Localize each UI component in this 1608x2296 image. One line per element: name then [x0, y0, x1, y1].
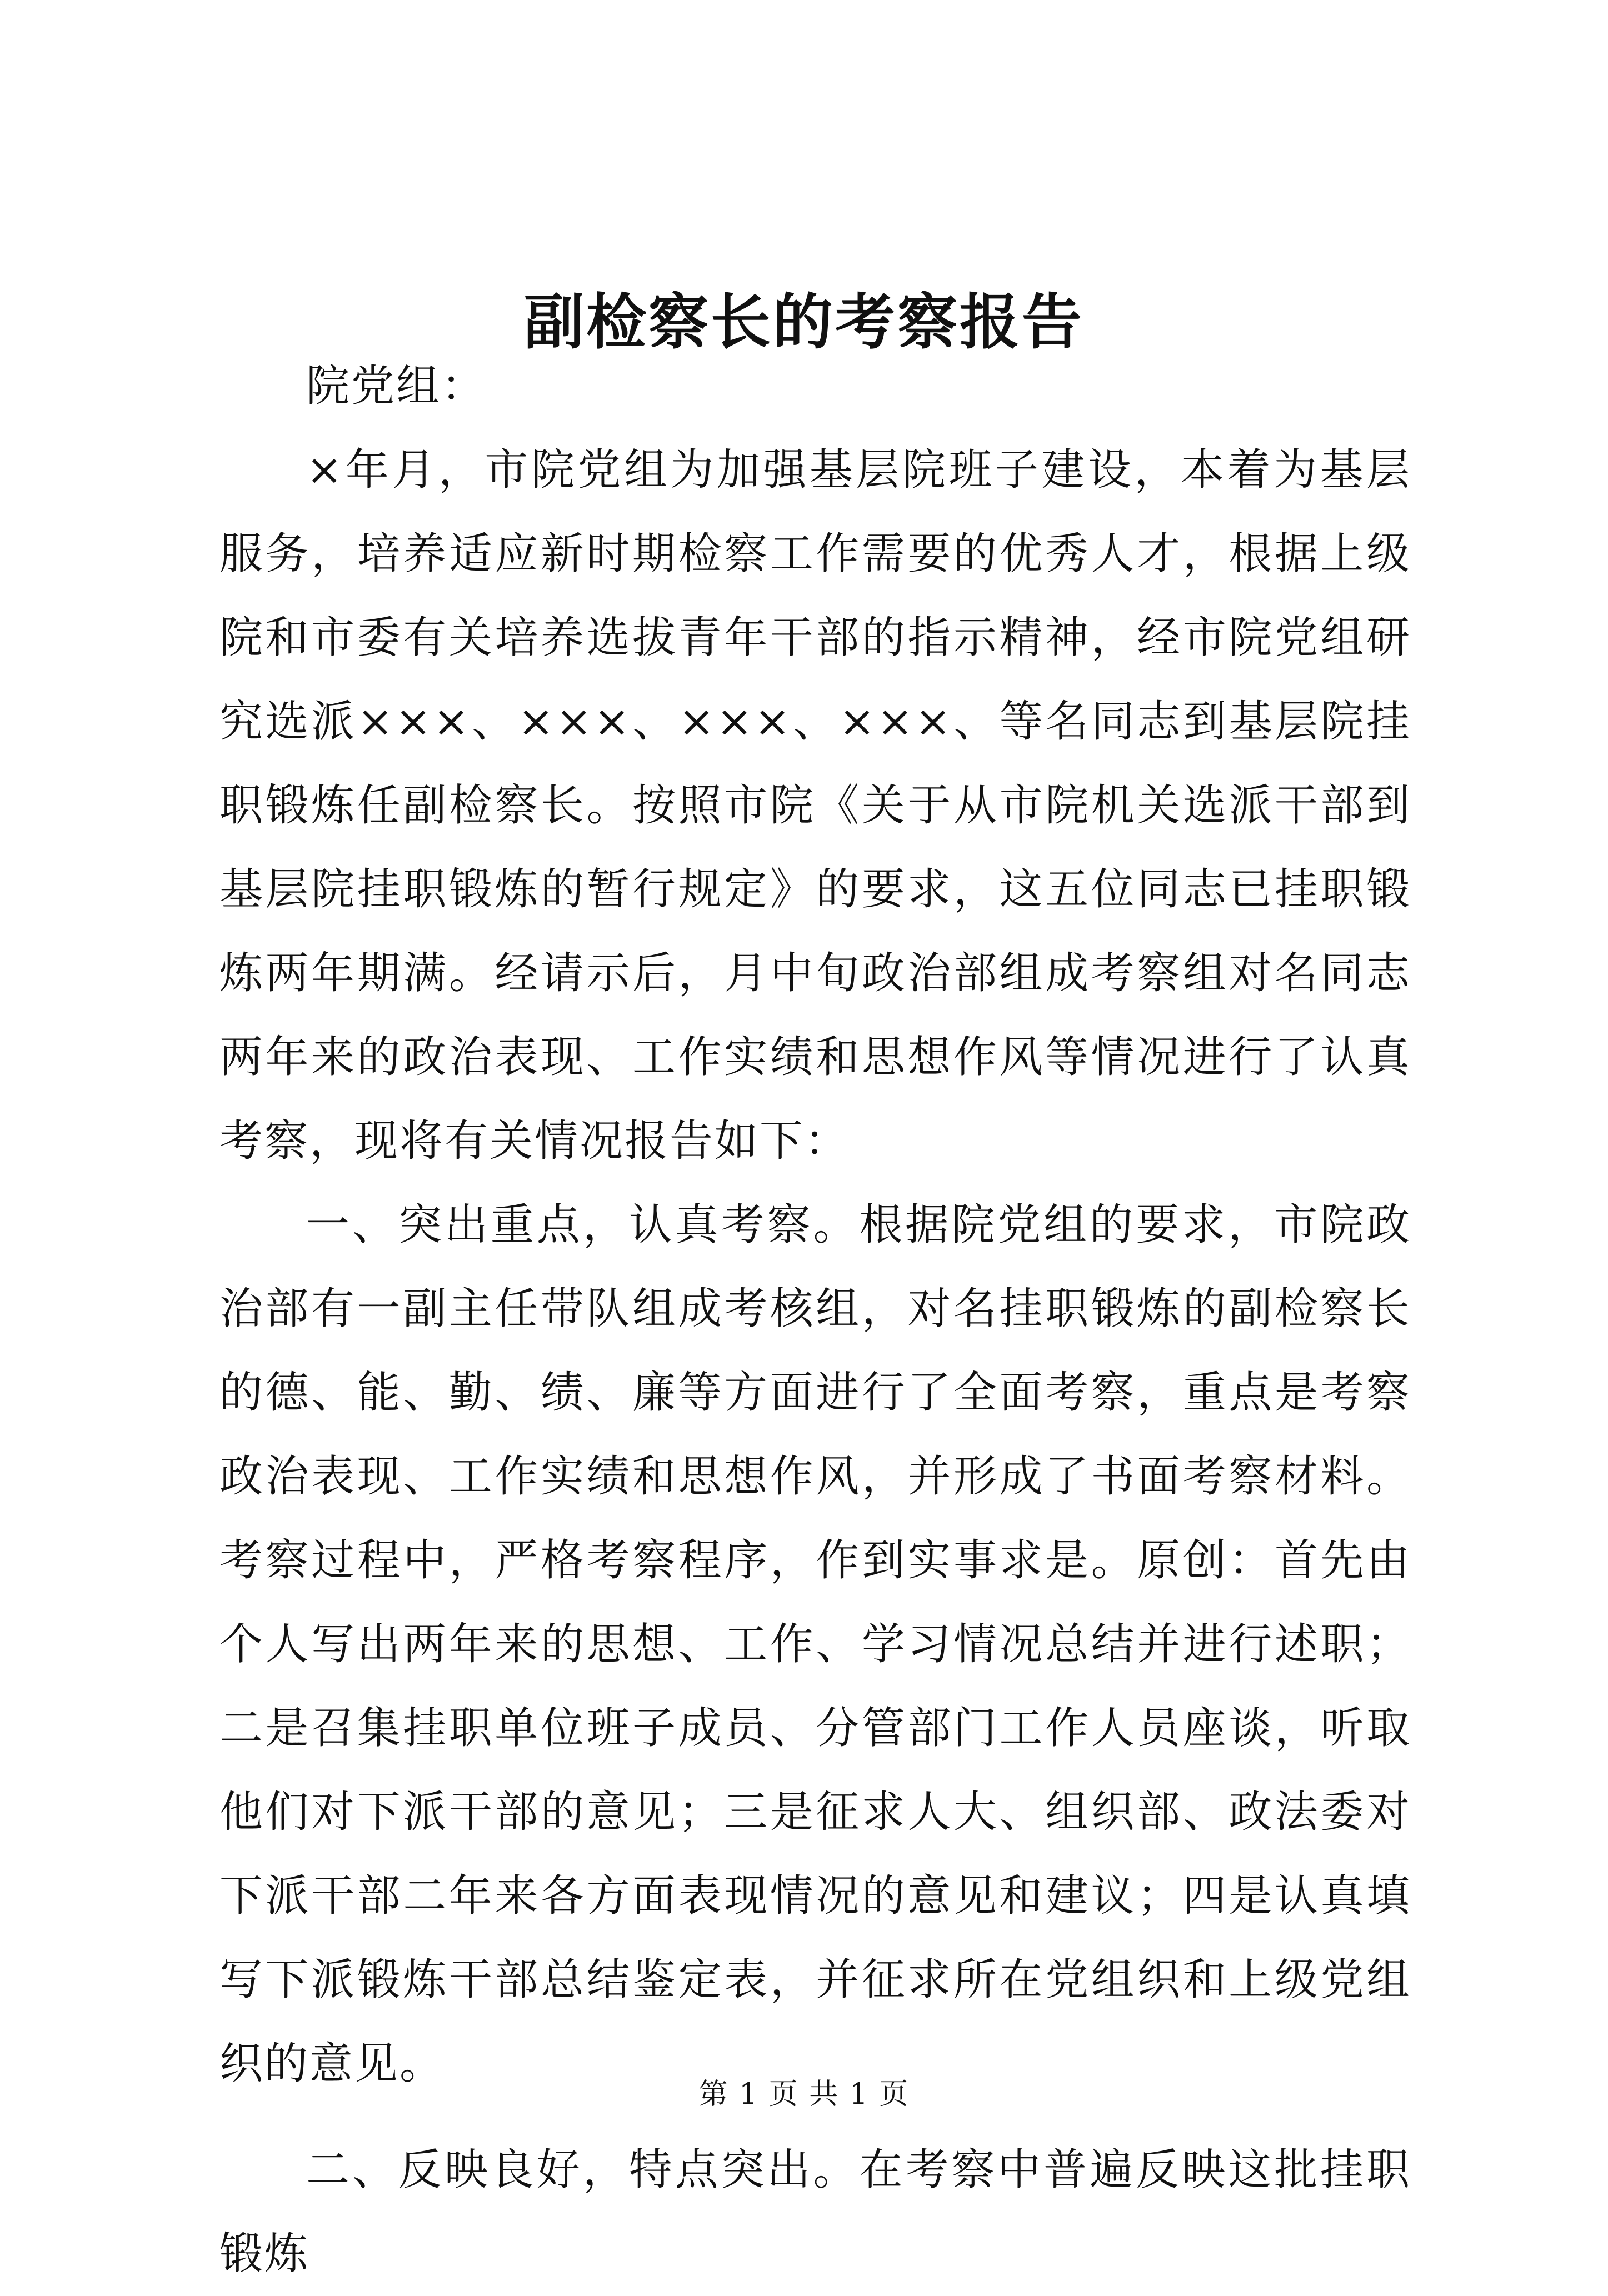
paragraph-section-2: 二、反映良好，特点突出。在考察中普遍反映这批挂职锻炼: [219, 2145, 1411, 2279]
salutation: 院党组：: [306, 361, 487, 411]
document-body: [219, 344, 1411, 2296]
page-footer: 第 1 页 共 1 页: [698, 2078, 910, 2111]
paragraph-intro: ×年月，市院党组为加强基层院班子建设，本着为基层服务，培养适应新时期检察工作需要的优秀人才，根据上级院和市委有关培养选拔青年干部的指示精神，经市院党组研究选派×××、×××、×××、×××、等名同志到基层院挂职锻炼任副检察长。按照市院《关于从市院机关选派干部到基层院挂职锻炼的暂行规定》的要求，这五位同志已挂职锻炼两年期满。经请示后，月中旬政治部组成考察组对名同志两年来的政治表现、工作实绩和思想作风等情况进行了认真考察，现将有关情况报告如下：: [219, 445, 1411, 1166]
paragraph-section-1: 一、突出重点，认真考察。根据院党组的要求，市院政治部有一副主任带队组成考核组，对名挂职锻炼的副检察长的德、能、勤、绩、廉等方面进行了全面考察，重点是考察政治表现、工作实绩和思想作风，并形成了书面考察材料。考察过程中，严格考察程序，作到实事求是。原创：首先由个人写出两年来的思想、工作、学习情况总结并进行述职；二是召集挂职单位班子成员、分管部门工作人员座谈，听取他们对下派干部的意见；三是征求人大、组织部、政法委对下派干部二年来各方面表现情况的意见和建议；四是认真填写下派锻炼干部总结鉴定表，并征求所在党组织和上级党组织的意见。: [219, 1200, 1411, 2089]
document-title: 副检察长的考察报告: [523, 287, 1084, 357]
